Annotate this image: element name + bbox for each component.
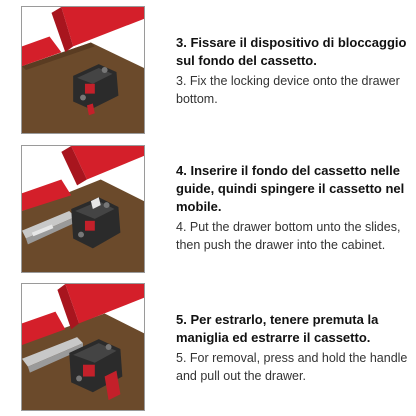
step-4-illustration	[21, 145, 145, 273]
press-handle-remove-drawer-illustration	[22, 284, 144, 410]
step-5-illustration	[21, 283, 145, 411]
step-5-text	[176, 311, 408, 385]
step-3-italian: 3. Fissare il dispositivo di bloccaggio sul fondo del cassetto.	[176, 35, 407, 68]
locking-device-fixed-illustration	[22, 7, 144, 133]
drawer-inserted-into-slides-illustration	[22, 146, 144, 272]
step-4-section	[0, 145, 416, 275]
step-4-english: 4. Put the drawer bottom unto the slides, then push the drawer into the cabinet.	[176, 220, 401, 252]
step-3-english: 3. Fix the locking device onto the drawer bottom.	[176, 74, 400, 106]
step-4-text	[176, 162, 408, 254]
step-4-italian: 4. Inserire il fondo del cassetto nelle guide, quindi spingere il cassetto nel mobile.	[176, 163, 405, 214]
step-3-text	[176, 34, 408, 108]
step-5-italian: 5. Per estrarlo, tenere premuta la maniglia ed estrarre il cassetto.	[176, 312, 379, 345]
step-3-illustration	[21, 6, 145, 134]
step-5-english: 5. For removal, press and hold the handle and pull out the drawer.	[176, 351, 408, 383]
step-3-section	[0, 6, 416, 136]
step-5-section	[0, 283, 416, 413]
